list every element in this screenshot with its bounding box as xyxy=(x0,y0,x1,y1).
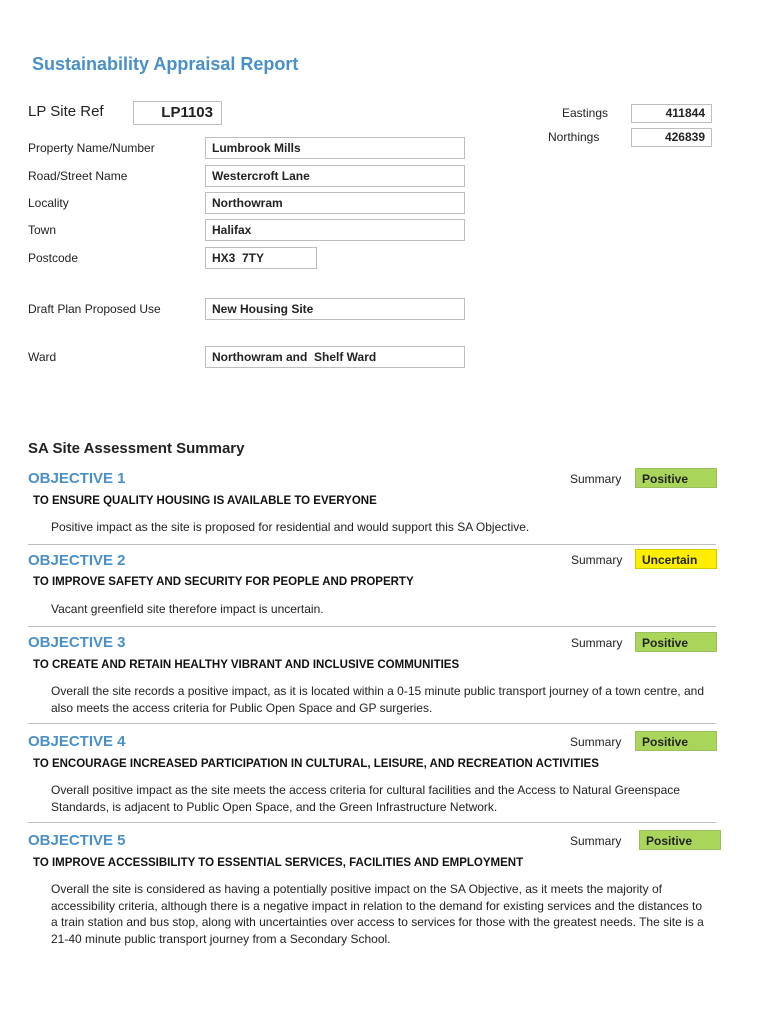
property-field: Lumbrook Mills xyxy=(205,137,465,159)
objective-1-summary-label: Summary xyxy=(570,472,622,486)
town-label: Town xyxy=(28,223,57,237)
site-ref-field: LP1103 xyxy=(133,101,222,125)
ward-label: Ward xyxy=(28,350,57,364)
ward-field: Northowram and Shelf Ward xyxy=(205,346,465,368)
objective-2-title: OBJECTIVE 2 xyxy=(28,552,126,569)
property-label: Property Name/Number xyxy=(28,141,155,155)
objective-4-description: Overall positive impact as the site meets the access criteria for cultural facilities and the Access to Natural Greenspace Standards, is adjacent to Public Open Space, and the Green Infrastructure Network. xyxy=(51,783,680,814)
objective-3-summary-label: Summary xyxy=(571,636,623,650)
objective-4-title: OBJECTIVE 4 xyxy=(28,733,126,750)
objective-1-summary-badge: Positive xyxy=(635,468,717,488)
objective-4-summary-label: Summary xyxy=(570,735,622,749)
site-ref-label: LP Site Ref xyxy=(28,103,104,120)
objective-3-summary-badge: Positive xyxy=(635,632,717,652)
objective-2-summary-badge: Uncertain xyxy=(635,549,717,569)
objective-1-title: OBJECTIVE 1 xyxy=(28,470,126,487)
objective-1-description: Positive impact as the site is proposed for residential and would support this SA Objective. xyxy=(51,520,530,534)
objective-4-subtitle: TO ENCOURAGE INCREASED PARTICIPATION IN CULTURAL, LEISURE, AND RECREATION ACTIVITIES xyxy=(33,758,599,770)
objective-1-subtitle: TO ENSURE QUALITY HOUSING IS AVAILABLE TO EVERYONE xyxy=(33,495,377,507)
northings-label: Northings xyxy=(548,130,600,144)
locality-label: Locality xyxy=(28,196,69,210)
objective-2-summary-label: Summary xyxy=(571,553,623,567)
eastings-label: Eastings xyxy=(562,106,609,120)
objective-2-subtitle: TO IMPROVE SAFETY AND SECURITY FOR PEOPLE AND PROPERTY xyxy=(33,576,414,588)
road-field: Westercroft Lane xyxy=(205,165,465,187)
town-field: Halifax xyxy=(205,219,465,241)
objective-divider xyxy=(28,626,716,627)
objective-3-subtitle: TO CREATE AND RETAIN HEALTHY VIBRANT AND INCLUSIVE COMMUNITIES xyxy=(33,659,460,671)
postcode-field: HX3 7TY xyxy=(205,247,317,269)
objective-3-description: Overall the site records a positive impact, as it is located within a 0-15 minute public transport journey of a town centre, and also meets the access criteria for Public Open Space and GP surgeries. xyxy=(51,684,704,715)
objective-divider xyxy=(28,544,716,545)
northings-field: 426839 xyxy=(631,128,712,147)
objective-divider xyxy=(28,822,716,823)
postcode-label: Postcode xyxy=(28,251,79,265)
objective-divider xyxy=(28,723,716,724)
road-label: Road/Street Name xyxy=(28,169,128,183)
proposed-use-label: Draft Plan Proposed Use xyxy=(28,302,161,316)
objective-3-title: OBJECTIVE 3 xyxy=(28,634,126,651)
eastings-field: 411844 xyxy=(631,104,712,123)
objective-5-summary-badge: Positive xyxy=(639,830,721,850)
locality-field: Northowram xyxy=(205,192,465,214)
objective-4-summary-badge: Positive xyxy=(635,731,717,751)
objective-5-description: Overall the site is considered as having a potentially positive impact on the SA Objective, as it meets the majority of accessibility criteria, although there is a negative impact in relation to the demand for existing services and the distances to a train station and bus stop, along with uncertainties over access to services for those with the greatest needs. The site is a 21-40 minute public transport journey from a Secondary School. xyxy=(51,882,704,946)
objective-5-title: OBJECTIVE 5 xyxy=(28,832,126,849)
assessment-title: SA Site Assessment Summary xyxy=(28,440,245,457)
objective-2-description: Vacant greenfield site therefore impact is uncertain. xyxy=(51,602,324,616)
proposed-use-field: New Housing Site xyxy=(205,298,465,320)
report-title: Sustainability Appraisal Report xyxy=(32,54,299,74)
objective-5-summary-label: Summary xyxy=(570,834,622,848)
objective-5-subtitle: TO IMPROVE ACCESSIBILITY TO ESSENTIAL SERVICES, FACILITIES AND EMPLOYMENT xyxy=(33,857,524,869)
